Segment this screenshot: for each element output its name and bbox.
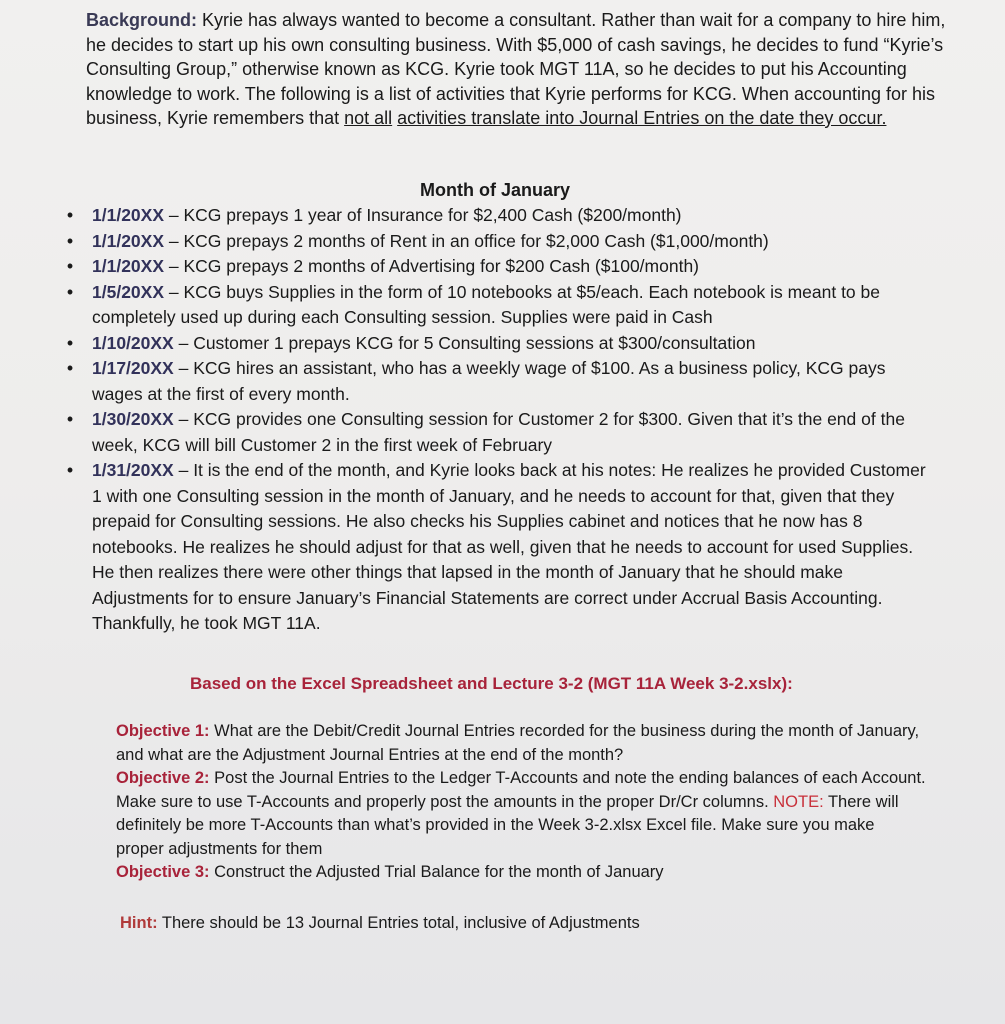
activity-list xyxy=(60,203,940,637)
bullet-icon: • xyxy=(66,332,74,353)
note-text: There will definitely be more T-Accounts than what’s provided in the Week 3-2.xlsx Excel file. Make sure you make proper adjustments for them xyxy=(116,792,899,858)
list-item xyxy=(60,229,940,255)
objective-2 xyxy=(116,767,926,861)
note-label: NOTE: xyxy=(773,792,824,811)
list-item xyxy=(60,254,940,280)
bullet-icon: • xyxy=(66,460,74,480)
objective-1-text: What are the Debit/Credit Journal Entries recorded for the business during the month of January, and what are the Adjustment Journal Entries at the end of the month? xyxy=(116,722,920,764)
underlined-activities-note: activities translate into Journal Entries on the date they occur. xyxy=(397,108,887,128)
objective-2-text: Post the Journal Entries to the Ledger T-Accounts and note the ending balances of each Account. Make sure to use T-Accounts and properly post the amounts in the proper Dr/Cr columns. xyxy=(116,769,926,811)
activity-date: 1/1/20XX xyxy=(92,256,164,276)
objective-3 xyxy=(116,861,926,885)
bullet-icon: • xyxy=(66,230,74,251)
activity-text: – Customer 1 prepays KCG for 5 Consulting sessions at $300/consultation xyxy=(173,332,756,353)
objective-2-label: Objective 2: xyxy=(116,769,210,787)
bullet-icon: • xyxy=(66,205,74,225)
activity-date: 1/1/20XX xyxy=(92,205,164,225)
activity-text: – KCG hires an assistant, who has a weekly wage of $100. As a business policy, KCG pays wages at the first of every month. xyxy=(92,358,886,404)
activity-text: – KCG prepays 2 months of Rent in an office for $2,000 Cash ($1,000/month) xyxy=(164,230,769,251)
objective-3-label: Objective 3: xyxy=(116,863,210,881)
list-item xyxy=(60,356,940,407)
list-item xyxy=(60,458,940,637)
activity-text: – KCG prepays 2 months of Advertising for $200 Cash ($100/month) xyxy=(164,256,700,276)
hint-text: There should be 13 Journal Entries total, inclusive of Adjustments xyxy=(157,914,640,932)
hint-line xyxy=(120,911,820,935)
list-item xyxy=(60,407,940,458)
objectives-block xyxy=(116,720,926,885)
activity-date: 1/5/20XX xyxy=(92,281,164,302)
activity-date: 1/10/20XX xyxy=(92,332,174,353)
bullet-icon: • xyxy=(66,358,74,378)
background-paragraph xyxy=(86,8,946,131)
list-item xyxy=(60,203,940,229)
list-item xyxy=(60,280,940,331)
bullet-icon: • xyxy=(66,409,74,429)
list-item xyxy=(60,331,940,357)
activity-text: – It is the end of the month, and Kyrie looks back at his notes: He realizes he provided Customer 1 with one Consulting session in the month of January, and he needs to account for that, given that they prepaid for Consulting sessions. He also checks his Supplies cabinet and notices that he now has 8 notebooks. He realizes he should adjust for that as well, given that he needs to account for used Supplies. He then realizes there were other things that lapsed in the month of January that he should make Adjustments for to ensure January’s Financial Statements are correct under Accrual Basis Accounting. Thankfully, he took MGT 11A. xyxy=(92,460,926,633)
objective-1 xyxy=(116,720,926,767)
bullet-icon: • xyxy=(66,281,74,302)
activity-date: 1/31/20XX xyxy=(92,460,174,480)
background-label: Background: xyxy=(86,10,198,30)
activity-text: – KCG prepays 1 year of Insurance for $2,400 Cash ($200/month) xyxy=(164,205,682,225)
underlined-not-all: not all xyxy=(344,108,393,128)
month-heading: Month of January xyxy=(420,180,571,200)
activity-date: 1/30/20XX xyxy=(92,409,174,429)
activity-date: 1/17/20XX xyxy=(92,358,174,378)
excel-reference-heading: Based on the Excel Spreadsheet and Lecture 3-2 (MGT 11A Week 3-2.xslx): xyxy=(190,674,793,693)
activity-text: – KCG provides one Consulting session for Customer 2 for $300. Given that it’s the end of the week, KCG will bill Customer 2 in the first week of February xyxy=(92,409,905,455)
objective-1-label: Objective 1: xyxy=(116,722,210,740)
bullet-icon: • xyxy=(66,256,74,276)
background-text: Kyrie has always wanted to become a consultant. Rather than wait for a company to hire him, he decides to start up his own consulting business. With $5,000 of cash savings, he decides to fund “Kyrie’s Consulting Group,” otherwise known as KCG. Kyrie took MGT 11A, so he decides to put his Accounting knowledge to work. The following is a list of activities that Kyrie performs for KCG. When accounting for his business, Kyrie remembers that xyxy=(86,10,946,128)
objective-3-text: Construct the Adjusted Trial Balance for the month of January xyxy=(209,863,664,881)
activity-text: – KCG buys Supplies in the form of 10 notebooks at $5/each. Each notebook is meant to be completely used up during each Consulting session. Supplies were paid in Cash xyxy=(92,281,880,327)
hint-label: Hint: xyxy=(120,914,158,932)
activity-date: 1/1/20XX xyxy=(92,230,164,251)
